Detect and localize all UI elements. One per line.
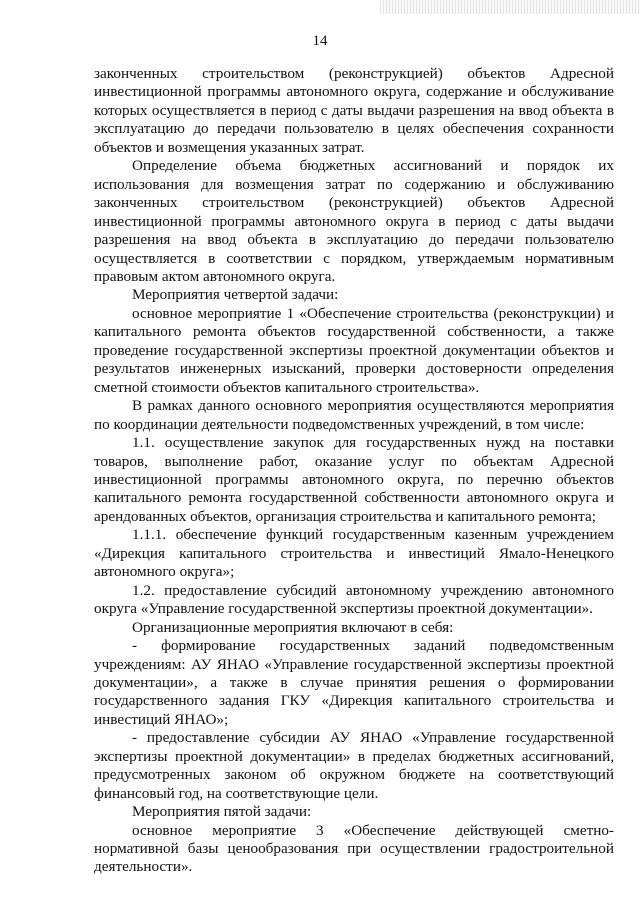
paragraph: законченных строительством (реконструкцией) объектов Адресной инвестиционной программы автономного округа, содержание и обслуживание которых осуществляется в период с даты выдачи разрешения на ввод объекта в эксплуатацию до передачи пользователю в целях обеспечения сохранности объектов и возмещения указанных затрат. — [94, 65, 614, 156]
document-body — [94, 65, 614, 877]
paragraph: 1.2. предоставление субсидий автономному учреждению автономного округа «Управление государственной экспертизы проектной документации». — [94, 581, 614, 618]
paragraph: Мероприятия пятой задачи: — [132, 803, 312, 821]
paragraph: Определение объема бюджетных ассигнований и порядок их использования для возмещения затрат по содержанию и обслуживанию законченных строительством (реконструкцией) объектов Адресной инвестиционной программы автономного округа в период с даты выдачи разрешения на ввод объекта в эксплуатацию до передачи пользователю осуществляется в соответствии с порядком, утверждаемым нормативным правовым актом автономного округа. — [94, 157, 614, 285]
paragraph: Мероприятия четвертой задачи: — [132, 286, 339, 304]
paragraph: Организационные мероприятия включают в себя: — [132, 618, 454, 636]
paragraph: - предоставление субсидии АУ ЯНАО «Управление государственной экспертизы проектной документации» в пределах бюджетных ассигнований, предусмотренных законом об окружном бюджете на соответствующий финансовый год, на соответствующие цели. — [94, 729, 614, 802]
paragraph: 1.1. осуществление закупок для государственных нужд на поставки товаров, выполнение работ, оказание услуг по объектам Адресной инвестиционной программы автономного округа, по перечню объектов капитального ремонта государственной собственности автономного округа и арендованных объектов, организация строительства и капитального ремонта; — [94, 434, 614, 525]
paragraph: 1.1.1. обеспечение функций государственным казенным учреждением «Дирекция капитального строительства и инвестиций Ямало-Ненецкого автономного округа»; — [94, 526, 614, 581]
paragraph: В рамках данного основного мероприятия осуществляются мероприятия по координации деятельности подведомственных учреждений, в том числе: — [94, 397, 614, 433]
paragraph: основное мероприятие 3 «Обеспечение действующей сметно-нормативной базы ценообразования при осуществлении градостроительной деятельности». — [94, 821, 614, 876]
page-number: 14 — [312, 33, 328, 49]
scan-edge-artifact — [380, 0, 640, 14]
paragraph: - формирование государственных заданий подведомственным учреждениям: АУ ЯНАО «Управление государственной экспертизы проектной документации», а также в случае принятия решения о формировании государственного задания ГКУ «Дирекция капитального строительства и инвестиций ЯНАО»; — [94, 637, 614, 728]
paragraph: основное мероприятие 1 «Обеспечение строительства (реконструкции) и капитального ремонта объектов государственной собственности, а также проведение государственной экспертизы проектной документации объектов и результатов инженерных изысканий, проверки достоверности определения сметной стоимости объектов капитального строительства». — [94, 304, 614, 396]
